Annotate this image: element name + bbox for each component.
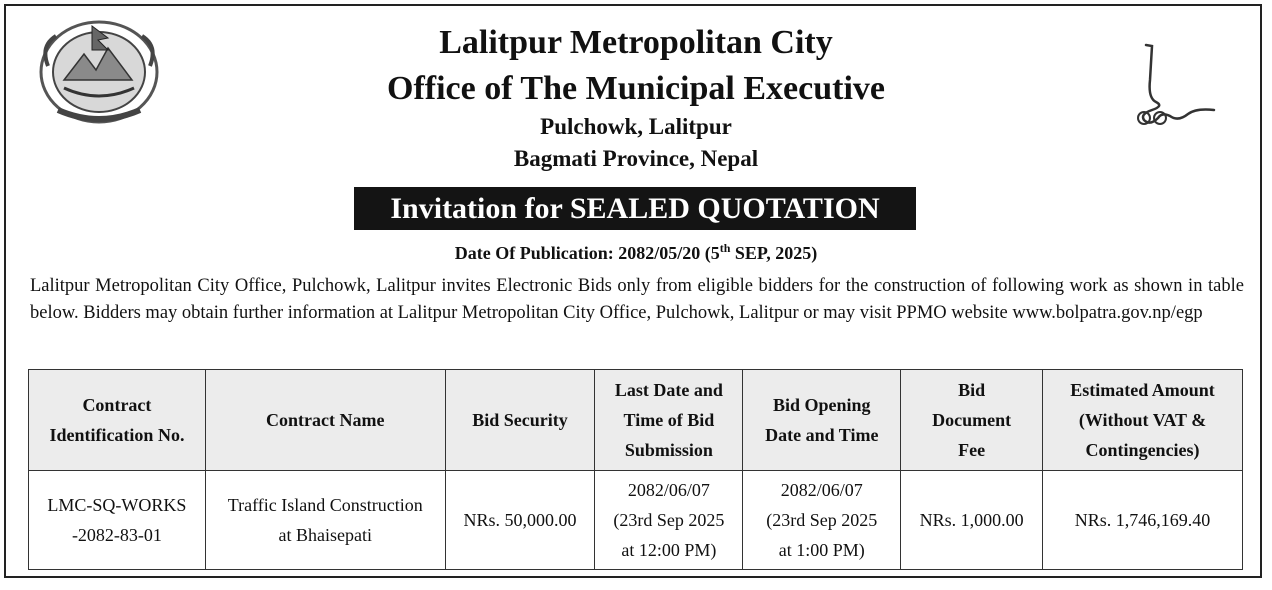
notice-banner: Invitation for SEALED QUOTATION — [354, 187, 916, 230]
header-bid-opening: Bid Opening Date and Time — [743, 370, 901, 471]
publication-label: Date Of Publication: 2082/05/20 (5 — [454, 243, 720, 263]
header-estimated-amount: Estimated Amount (Without VAT & Contingencies) — [1043, 370, 1243, 471]
cell-bid-security: NRs. 50,000.00 — [445, 471, 595, 570]
bid-table — [28, 369, 1243, 570]
publication-date — [0, 241, 1272, 264]
cell-last-date: 2082/06/07 (23rd Sep 2025 at 12:00 PM) — [595, 471, 743, 570]
cell-document-fee: NRs. 1,000.00 — [901, 471, 1043, 570]
publication-sup: th — [719, 241, 731, 255]
org-name: Lalitpur Metropolitan City — [439, 24, 833, 61]
publication-suffix: SEP, 2025) — [730, 243, 818, 263]
address-line-2: Bagmati Province, Nepal — [513, 146, 759, 171]
header-last-date: Last Date and Time of Bid Submission — [595, 370, 743, 471]
address-line-1: Pulchowk, Lalitpur — [540, 114, 732, 139]
office-title: Office of The Municipal Executive — [387, 70, 885, 107]
table-header-row — [29, 370, 1243, 471]
header-document-fee: Bid Document Fee — [901, 370, 1043, 471]
header-bid-security: Bid Security — [445, 370, 595, 471]
cell-bid-opening: 2082/06/07 (23rd Sep 2025 at 1:00 PM) — [743, 471, 901, 570]
cell-contract-name: Traffic Island Construction at Bhaisepati — [205, 471, 445, 570]
cell-contract-id: LMC-SQ-WORKS -2082-83-01 — [29, 471, 206, 570]
header-contract-id: Contract Identification No. — [29, 370, 206, 471]
table-row — [29, 471, 1243, 570]
cell-estimated-amount: NRs. 1,746,169.40 — [1043, 471, 1243, 570]
header-contract-name: Contract Name — [205, 370, 445, 471]
intro-paragraph: Lalitpur Metropolitan City Office, Pulchowk, Lalitpur invites Electronic Bids only from eligible bidders for the construction of following work as shown in table below. Bidders may obtain further information at Lalitpur Metropolitan City Office, Pulchowk, Lalitpur or may visit PPMO website www.bolpatra.gov.np/egp — [30, 276, 1244, 323]
